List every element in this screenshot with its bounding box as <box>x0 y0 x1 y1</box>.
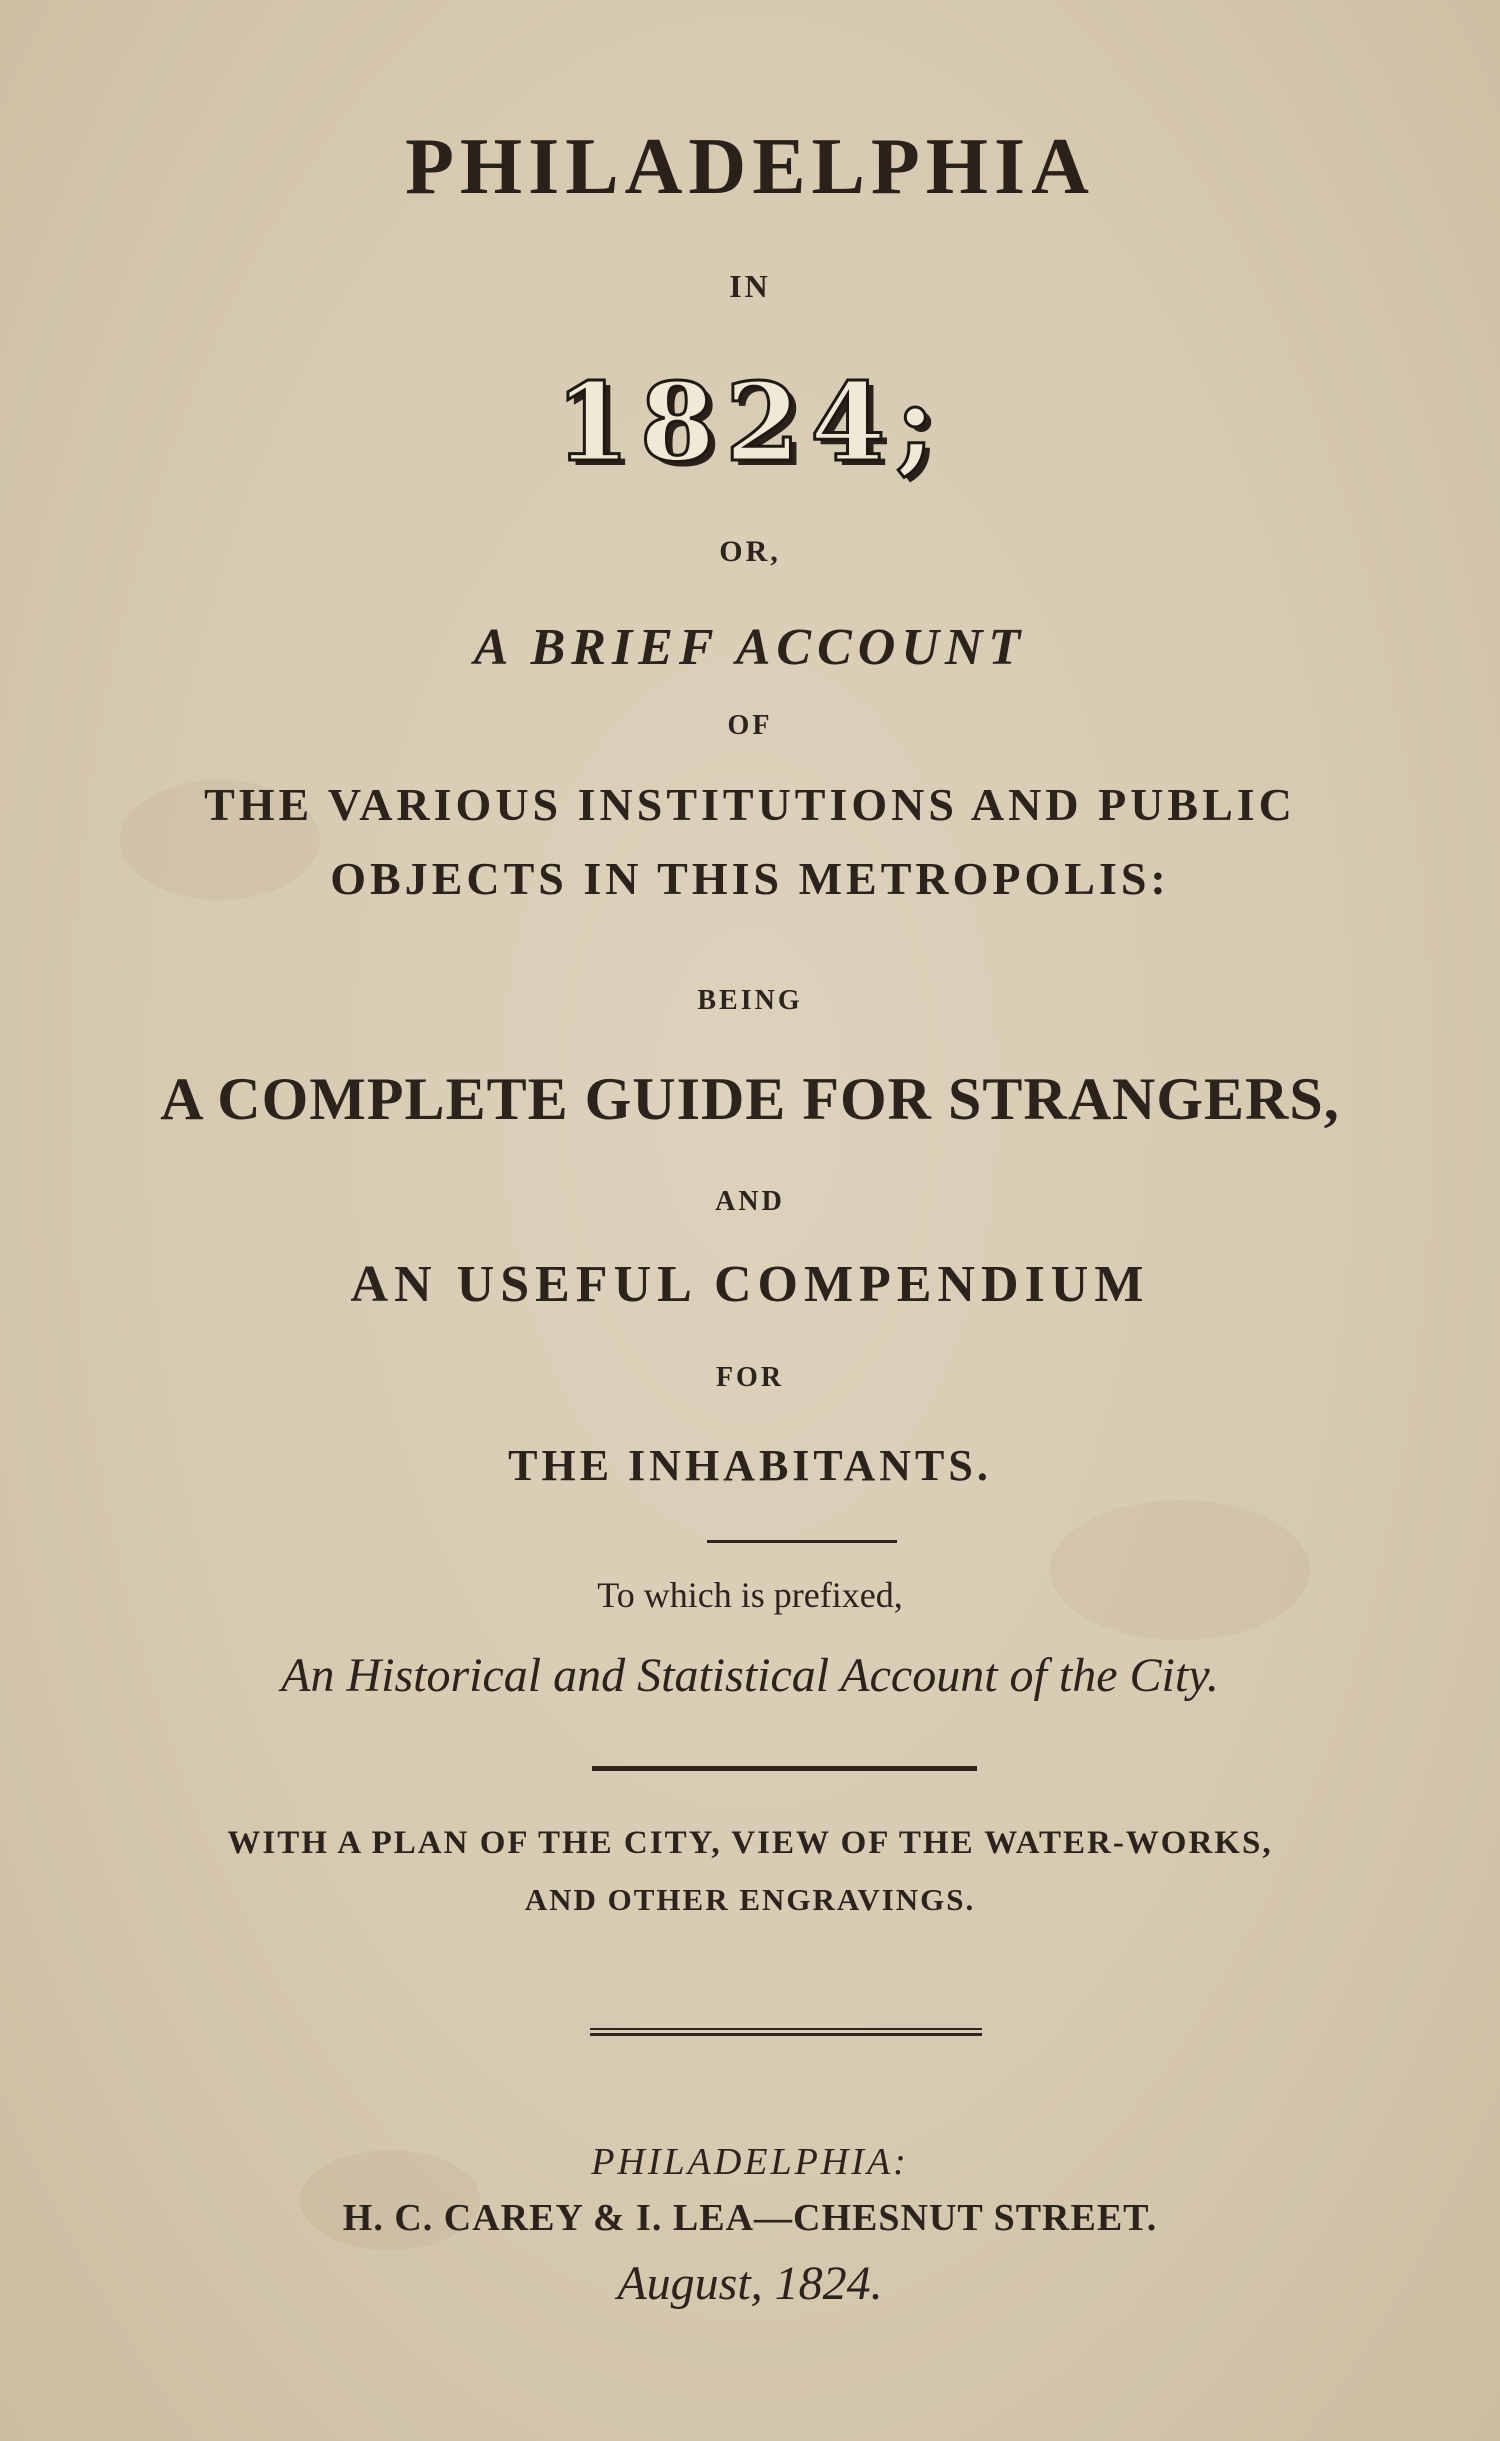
book-year: 1824; <box>554 360 946 486</box>
double-rule-bottom <box>590 2033 982 2036</box>
word-and: AND <box>715 1186 785 1217</box>
imprint-publisher: H. C. CAREY & I. LEA—CHESNUT STREET. <box>342 2197 1158 2239</box>
institutions-line-1: THE VARIOUS INSTITUTIONS AND PUBLIC <box>204 779 1296 830</box>
short-rule <box>707 1540 897 1543</box>
double-rule-top <box>590 2028 982 2030</box>
paper-stain <box>1050 1500 1310 1640</box>
institutions-line-2: OBJECTS IN THIS METROPOLIS: <box>330 853 1170 904</box>
book-title: PHILADELPHIA <box>405 123 1095 211</box>
plan-line-2: AND OTHER ENGRAVINGS. <box>524 1882 976 1917</box>
plan-line-1: WITH A PLAN OF THE CITY, VIEW OF THE WATER-WORKS, <box>227 1825 1273 1861</box>
word-being: BEING <box>697 985 803 1016</box>
guide-heading: A COMPLETE GUIDE FOR STRANGERS, <box>160 1066 1340 1132</box>
word-for: FOR <box>715 1362 785 1393</box>
compendium-heading: AN USEFUL COMPENDIUM <box>350 1256 1150 1313</box>
historical-account-line: An Historical and Statistical Account of the City. <box>281 1649 1219 1702</box>
prefixed-line: To which is prefixed, <box>597 1575 903 1615</box>
imprint-city: PHILADELPHIA: <box>591 2141 909 2183</box>
word-in: IN <box>729 268 771 304</box>
inhabitants-heading: THE INHABITANTS. <box>508 1441 992 1490</box>
thick-rule <box>592 1766 977 1771</box>
word-of: OF <box>727 710 773 741</box>
word-or: OR, <box>719 535 781 568</box>
imprint-date: August, 1824. <box>617 2257 883 2310</box>
subtitle: A BRIEF ACCOUNT <box>473 619 1027 676</box>
